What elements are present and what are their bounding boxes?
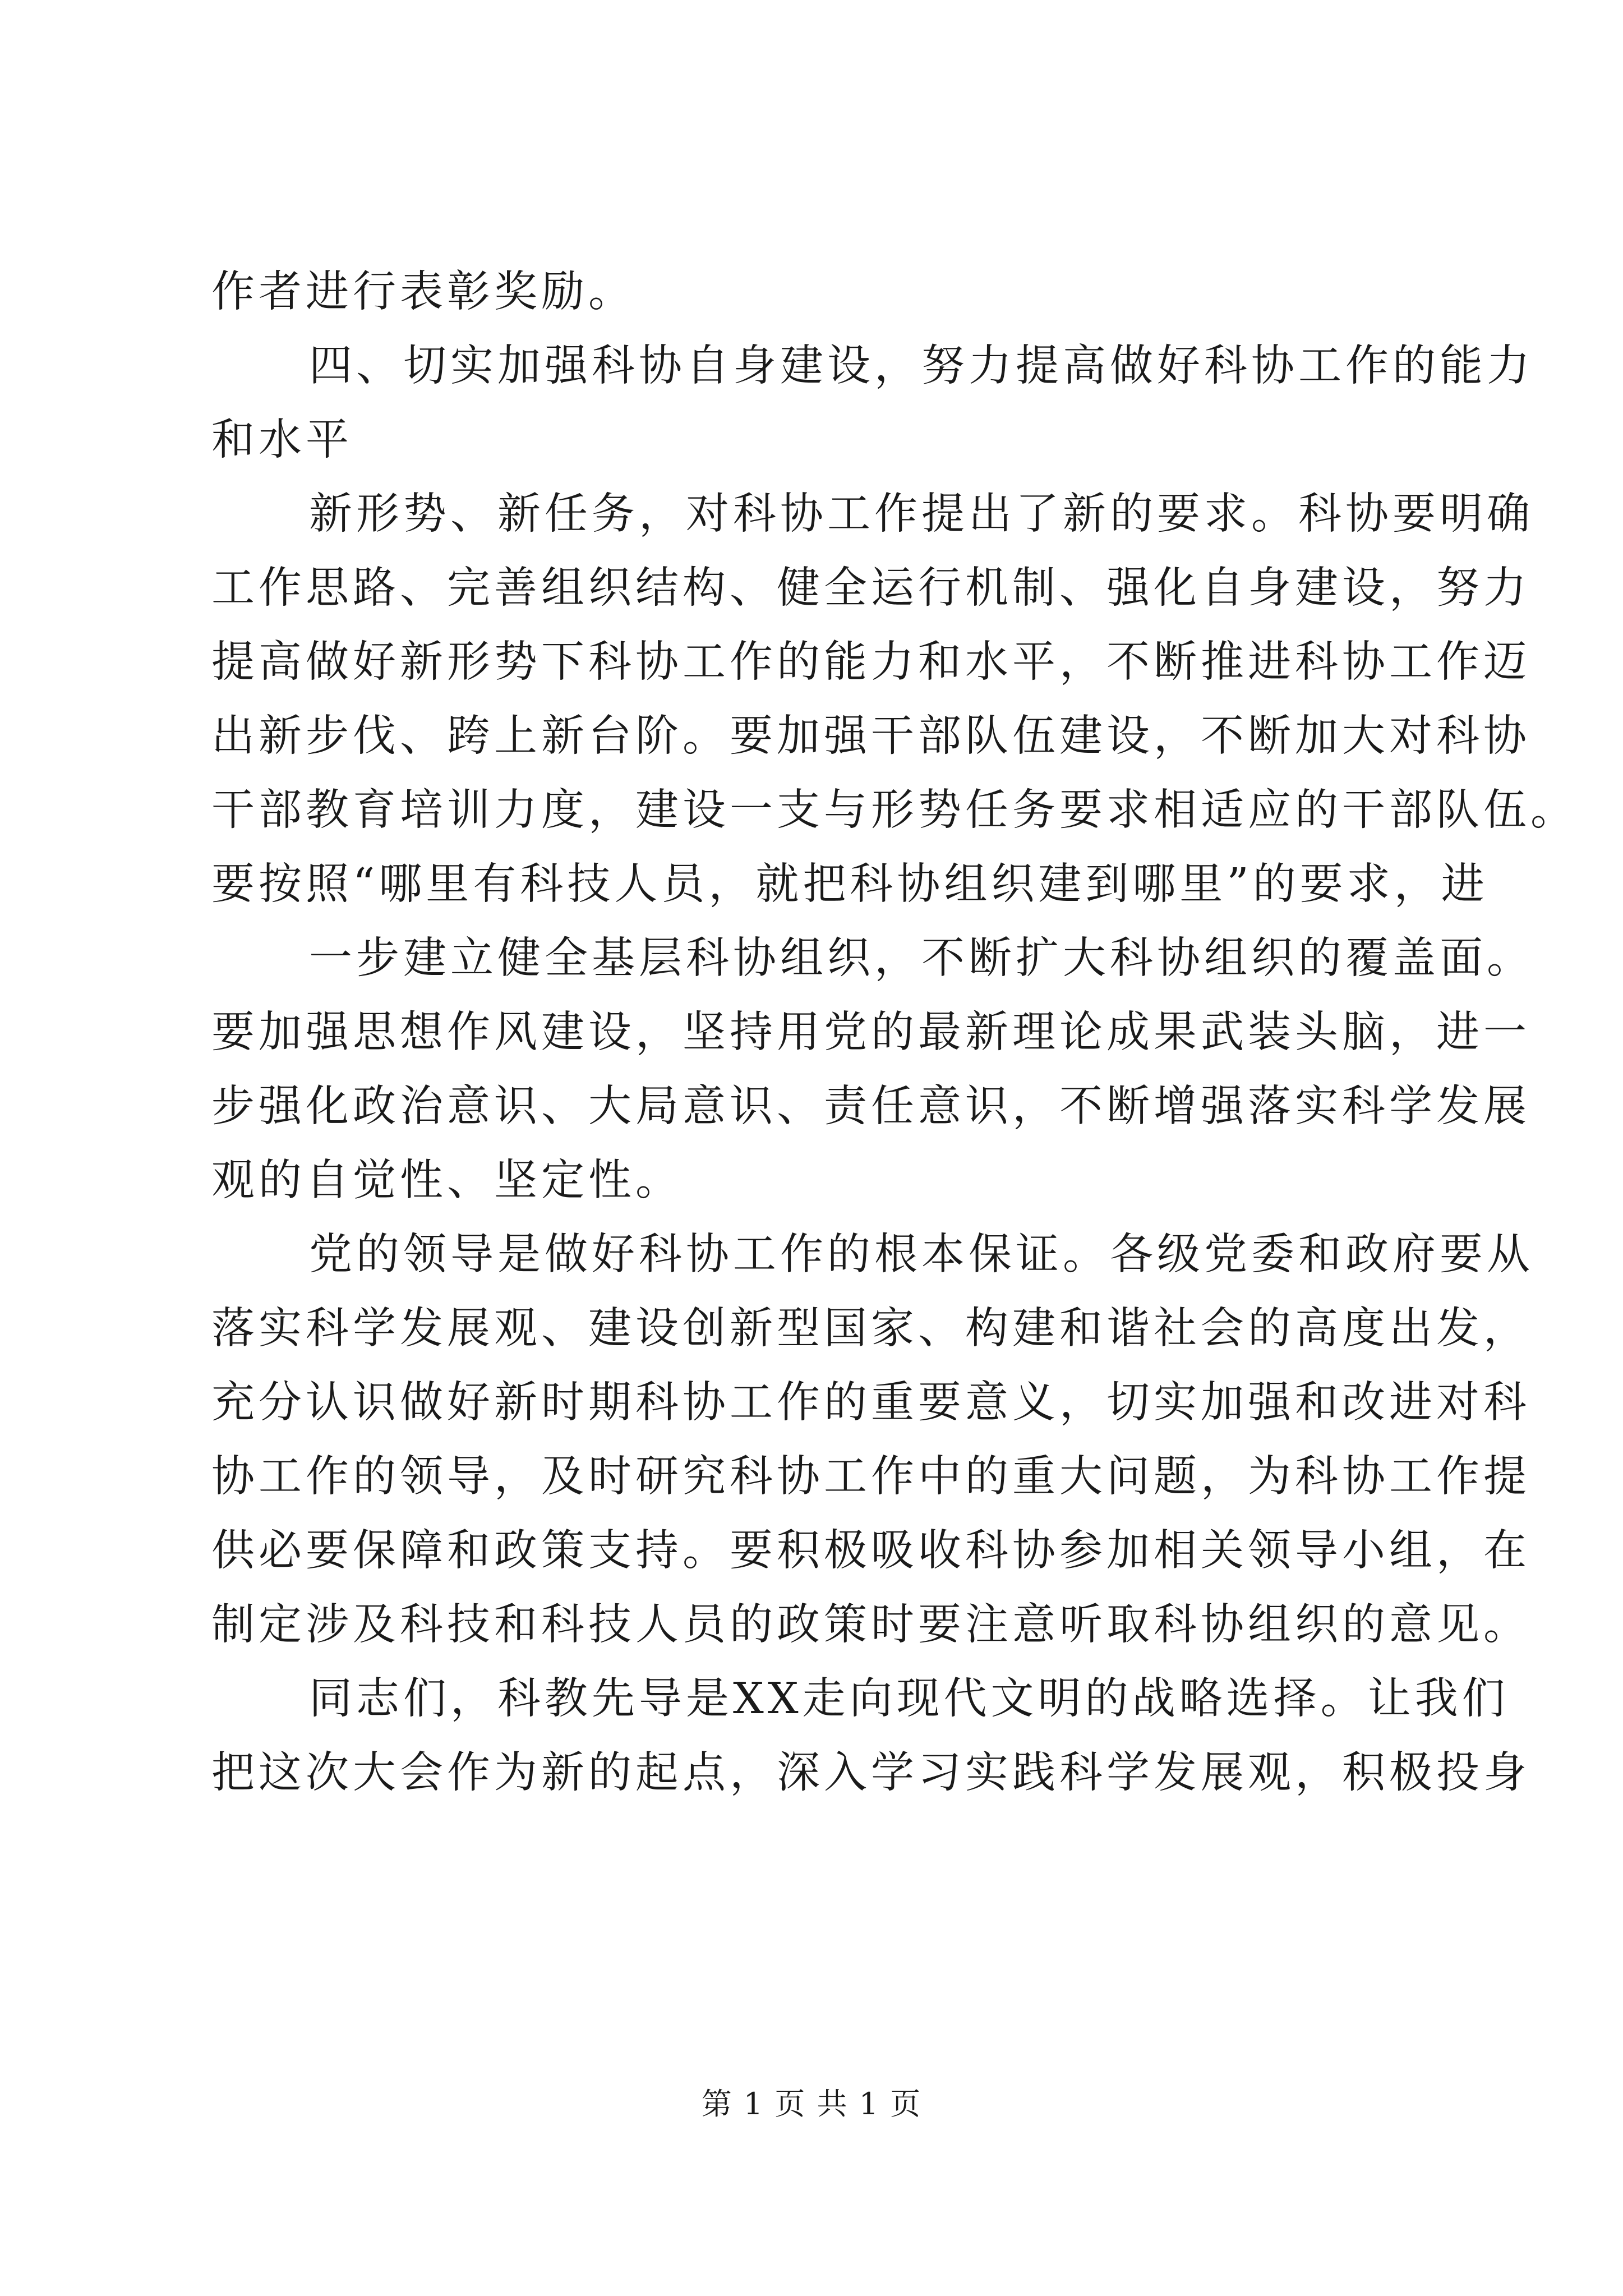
page-footer: 第 1 页 共 1 页: [701, 2086, 922, 2122]
text-line: 观的自觉性、坚定性。: [211, 1156, 683, 1205]
text-line: 作者进行表彰奖励。: [211, 267, 635, 317]
text-line: 党的领导是做好科协工作的根本保证。各级党委和政府要从: [309, 1230, 1534, 1280]
text-line: 和水平: [211, 415, 353, 465]
text-line: 干部教育培训力度，建设一支与形势任务要求相适应的干部队伍。: [211, 785, 1578, 835]
text-line: 要按照“哪里有科技人员，就把科协组织建到哪里”的要求，进: [211, 859, 1488, 909]
document-body: [211, 255, 1578, 1810]
text-line: 要加强思想作风建设，坚持用党的最新理论成果武装头脑，进一: [211, 1007, 1530, 1057]
text-line: 新形势、新任务，对科协工作提出了新的要求。科协要明确: [309, 489, 1534, 539]
text-line: 供必要保障和政策支持。要积极吸收科协参加相关领导小组，在: [211, 1526, 1530, 1576]
text-line: 落实科学发展观、建设创新型国家、构建和谐社会的高度出发，: [211, 1304, 1530, 1354]
text-line: 充分认识做好新时期科协工作的重要意义，切实加强和改进对科: [211, 1378, 1530, 1428]
text-line: 同志们，科教先导是XX走向现代文明的战略选择。让我们: [309, 1674, 1509, 1724]
text-line: 工作思路、完善组织结构、健全运行机制、强化自身建设，努力: [211, 563, 1530, 613]
text-line: 出新步伐、跨上新台阶。要加强干部队伍建设，不断加大对科协: [211, 711, 1530, 761]
text-line: 协工作的领导，及时研究科协工作中的重大问题，为科协工作提: [211, 1452, 1530, 1502]
text-line: 制定涉及科技和科技人员的政策时要注意听取科协组织的意见。: [211, 1600, 1530, 1650]
text-line: 步强化政治意识、大局意识、责任意识，不断增强落实科学发展: [211, 1082, 1530, 1131]
text-line: 提高做好新形势下科协工作的能力和水平，不断推进科协工作迈: [211, 637, 1530, 687]
text-line: 四、切实加强科协自身建设，努力提高做好科协工作的能力: [309, 341, 1534, 391]
text-line: 把这次大会作为新的起点，深入学习实践科学发展观，积极投身: [211, 1748, 1530, 1798]
text-line: 一步建立健全基层科协组织，不断扩大科协组织的覆盖面。: [309, 933, 1534, 983]
